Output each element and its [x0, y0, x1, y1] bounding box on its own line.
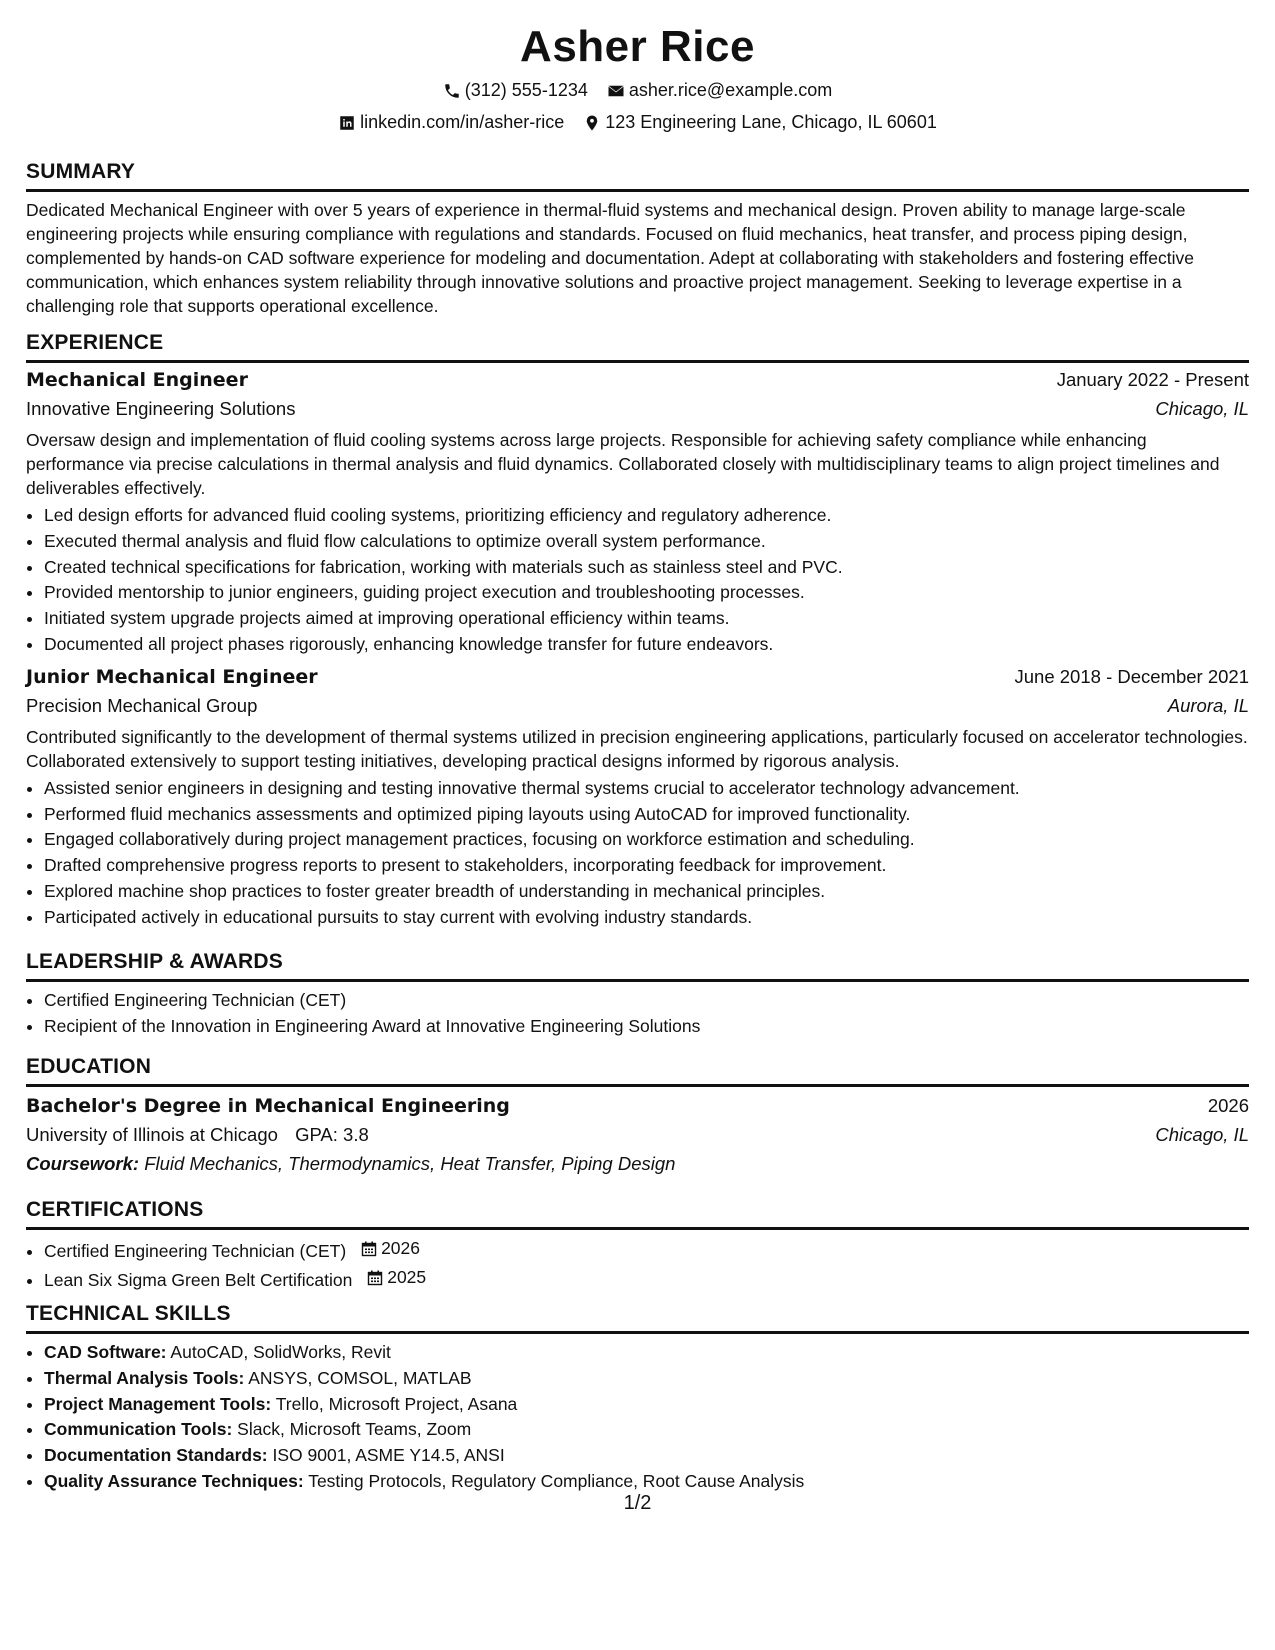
section-heading: TECHNICAL SKILLS [26, 1302, 1249, 1334]
list-item: • Initiated system upgrade projects aimed at improving operational efficiency within teams. [44, 606, 1249, 632]
address-contact [583, 112, 937, 133]
certification-name: Certified Engineering Technician (CET) [44, 1240, 347, 1261]
job-dates: January 2022 - Present [1056, 369, 1249, 390]
skill-label: Quality Assurance Techniques: [44, 1470, 304, 1491]
skills-section [26, 1302, 1249, 1495]
list-item: • Provided mentorship to junior engineers, guiding project execution and troubleshooting processes. [44, 580, 1249, 606]
school-name: University of Illinois at Chicago [26, 1124, 278, 1145]
certification-name: Lean Six Sigma Green Belt Certification [44, 1269, 353, 1290]
list-item: • Led design efforts for advanced fluid cooling systems, prioritizing efficiency and regulatory adherence. [44, 503, 1249, 529]
job-bullets [26, 503, 1249, 658]
section-heading: LEADERSHIP & AWARDS [26, 950, 1249, 982]
leadership-section [26, 950, 1249, 1040]
job-location: Aurora, IL [1167, 694, 1249, 716]
graduation-year: 2026 [1207, 1095, 1249, 1116]
list-item [44, 1265, 1249, 1294]
degree-title: Bachelor's Degree in Mechanical Engineering [26, 1095, 510, 1117]
summary-section [26, 160, 1249, 318]
company-name: Innovative Engineering Solutions [26, 398, 296, 419]
skill-label: Thermal Analysis Tools: [44, 1367, 245, 1388]
skill-value: Trello, Microsoft Project, Asana [275, 1393, 518, 1414]
list-item: • Engaged collaboratively during project management practices, focusing on workforce estimation and scheduling. [44, 827, 1249, 853]
contact-row-primary [26, 80, 1249, 105]
company-name: Precision Mechanical Group [26, 694, 258, 716]
linkedin-icon [338, 114, 356, 132]
certification-year: 2025 [387, 1266, 427, 1287]
skills-list [26, 1340, 1249, 1495]
skill-label: CAD Software: [44, 1342, 167, 1362]
section-heading: SUMMARY [26, 160, 1249, 192]
list-item: • Executed thermal analysis and fluid flow calculations to optimize overall system performance. [44, 529, 1249, 555]
gpa: GPA: 3.8 [295, 1124, 369, 1145]
list-item: • Assisted senior engineers in designing and testing innovative thermal systems crucial to accelerator technology advancement. [44, 776, 1249, 802]
linkedin-url[interactable]: linkedin.com/in/asher-rice [360, 112, 565, 132]
certification-list [26, 1236, 1249, 1293]
street-address: 123 Engineering Lane, Chicago, IL 60601 [605, 112, 937, 132]
list-item: • Recipient of the Innovation in Engineering Award at Innovative Engineering Solutions [44, 1014, 1249, 1040]
skill-label: Project Management Tools: [44, 1393, 272, 1414]
phone-contact [443, 80, 588, 101]
coursework [26, 1153, 1249, 1175]
list-item [44, 1443, 1249, 1469]
calendar-icon [361, 1241, 377, 1257]
list-item: • Drafted comprehensive progress reports to present to stakeholders, incorporating feedback for improvement. [44, 853, 1249, 879]
list-item [44, 1236, 1249, 1265]
page-number: 1/2 [623, 1492, 652, 1514]
job-entry [26, 369, 1249, 658]
school-location: Chicago, IL [1155, 1124, 1249, 1145]
skill-value: Testing Protocols, Regulatory Compliance, Root Cause Analysis [308, 1470, 805, 1491]
job-title: Mechanical Engineer [26, 369, 248, 391]
list-item [44, 1340, 1249, 1366]
certifications-section [26, 1198, 1249, 1293]
section-heading: EXPERIENCE [26, 331, 1249, 363]
contact-row-secondary [26, 112, 1249, 137]
email-contact[interactable] [607, 80, 832, 101]
skill-label: Communication Tools: [44, 1419, 233, 1440]
skill-value: ISO 9001, ASME Y14.5, ANSI [272, 1445, 505, 1466]
map-marker-icon [583, 114, 601, 132]
job-description: Oversaw design and implementation of fluid cooling systems across large projects. Responsible for achieving safety compliance while enhancing performance via precise calculations in thermal analysis and fluid dynamics. Collaborated closely with multidisciplinary teams to align project timelines and deliverables effectively. [26, 430, 1220, 498]
skill-value: AutoCAD, SolidWorks, Revit [170, 1342, 391, 1362]
phone-icon [443, 82, 461, 100]
skill-value: Slack, Microsoft Teams, Zoom [237, 1419, 472, 1440]
list-item: • Certified Engineering Technician (CET) [44, 988, 1249, 1014]
award-list [26, 988, 1249, 1040]
job-entry [26, 666, 1249, 931]
list-item: • Performed fluid mechanics assessments and optimized piping layouts using AutoCAD for improved functionality. [44, 802, 1249, 828]
candidate-name: Asher Rice [520, 22, 755, 71]
coursework-list: Fluid Mechanics, Thermodynamics, Heat Transfer, Piping Design [144, 1153, 676, 1174]
list-item [44, 1417, 1249, 1443]
linkedin-contact[interactable] [338, 112, 564, 133]
calendar-icon [367, 1270, 383, 1286]
phone-number: (312) 555-1234 [464, 80, 588, 100]
list-item [44, 1392, 1249, 1418]
list-item: • Explored machine shop practices to foster greater breadth of understanding in mechanical principles. [44, 879, 1249, 905]
job-title: Junior Mechanical Engineer [26, 665, 318, 688]
list-item [44, 1469, 1249, 1495]
email-address[interactable]: asher.rice@example.com [628, 80, 833, 100]
job-bullets [26, 776, 1249, 931]
coursework-label: Coursework: [26, 1153, 140, 1174]
list-item: • Documented all project phases rigorously, enhancing knowledge transfer for future endeavors. [44, 632, 1249, 658]
certification-year: 2026 [381, 1238, 420, 1258]
list-item: • Created technical specifications for fabrication, working with materials such as stainless steel and PVC. [44, 555, 1249, 581]
section-heading: EDUCATION [26, 1055, 1249, 1087]
section-heading: CERTIFICATIONS [26, 1198, 1249, 1230]
envelope-icon [607, 82, 625, 100]
skill-label: Documentation Standards: [44, 1445, 268, 1466]
summary-text: Dedicated Mechanical Engineer with over 5 years of experience in thermal-fluid systems and mechanical design. Proven ability to manage large-scale engineering projects while ensuring compliance with regulations and standards. Focused on fluid mechanics, heat transfer, and process piping design, complemented by hands-on CAD software experience for modeling and documentation. Adept at collaborating with stakeholders and fostering effective communication, which enhances system reliability through innovative solutions and proactive project management. Seeking to leverage expertise in a challenging role that supports operational excellence. [26, 200, 1195, 316]
experience-section [26, 331, 1249, 931]
job-location: Chicago, IL [1155, 398, 1249, 419]
job-description: Contributed significantly to the development of thermal systems utilized in precision engineering applications, particularly focused on accelerator technologies. Collaborated extensively to support testing initiatives, developing practical designs informed by rigorous analysis. [26, 726, 1248, 771]
job-dates: June 2018 - December 2021 [1014, 665, 1249, 687]
list-item [44, 1366, 1249, 1392]
skill-value: ANSYS, COMSOL, MATLAB [248, 1367, 472, 1388]
list-item: • Participated actively in educational pursuits to stay current with evolving industry standards. [44, 905, 1249, 931]
education-section [26, 1055, 1249, 1175]
